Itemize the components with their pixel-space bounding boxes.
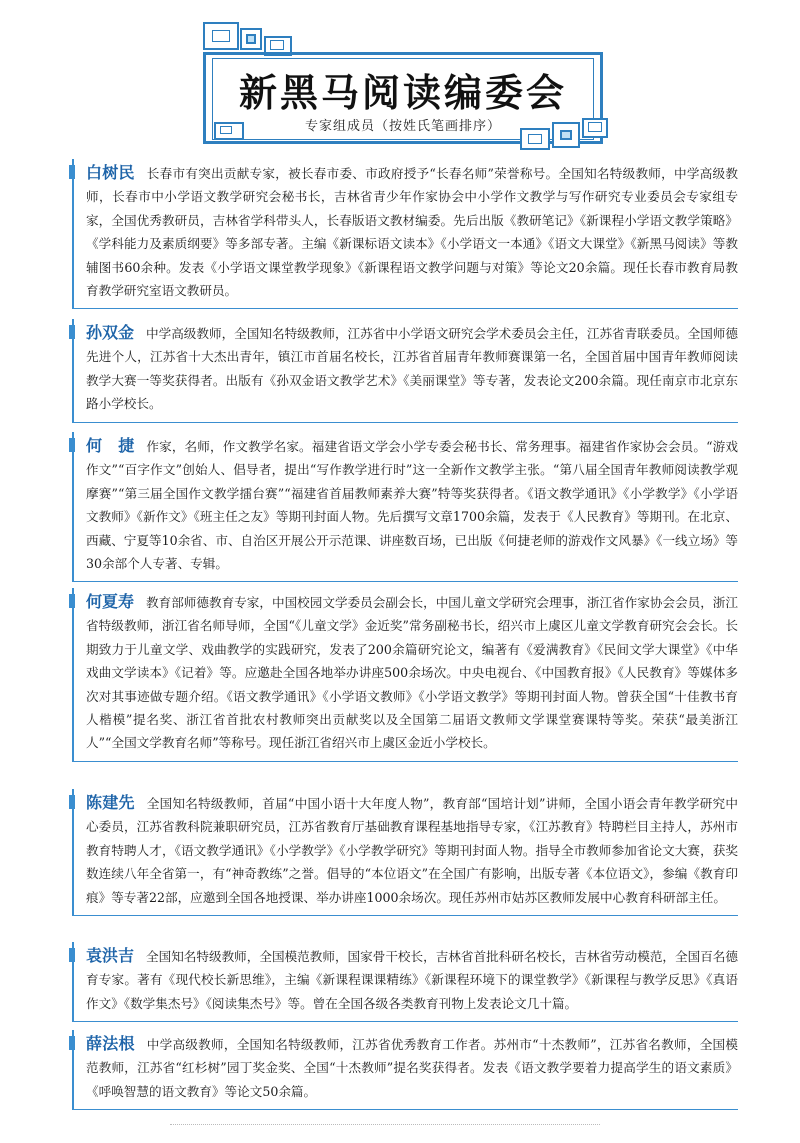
expert-entry xyxy=(72,789,738,916)
expert-paragraph xyxy=(86,791,738,909)
expert-bio: 全国知名特级教师，首届“中国小语十大年度人物”，教育部“国培计划”讲师，全国小语会青年教学研究中心委员，江苏省教科院兼职研究员，江苏省教育厅基础教育课程基地指导专家，《江苏教育》特聘栏目主持人，苏州市教育特聘人才，《语文教学通讯》《小学教学》《小学教学研究》等期刊封面人物。指导全市教师参加省论文大赛，获奖数连续八年全省第一，有“神奇教练”之誉。倡导的“本位语文”在全国广有影响，出版专著《本位语文》，参编《教育印痕》等专著22部，应邀到全国各地授课、举办讲座1000余场次。现任苏州市姑苏区教师发展中心教育科研部主任。 xyxy=(86,796,738,905)
expert-paragraph xyxy=(86,161,738,302)
expert-paragraph xyxy=(86,321,738,416)
decorative-square-icon xyxy=(588,122,602,132)
expert-entry xyxy=(72,319,738,423)
expert-bio: 长春市有突出贡献专家，被长春市委、市政府授予“长春名师”荣誉称号。全国知名特级教师，中学高级教师，长春市中小学语文教学研究会秘书长，吉林省青少年作家协会中小学作文教学与写作研究专业委员会专家组专家，全国优秀教研员，吉林省学科带头人，长春版语文教材编委。先后出版《教研笔记》《新课程小学语文教学策略》《学科能力及素质纲要》等多部专著。主编《新课标语文读本》《小学语文一本通》《语文大课堂》《新黑马阅读》等教辅图书60余种。发表《小学语文课堂教学现象》《新课程语文教学问题与对策》等论文20余篇。现任长春市教育局教育教学研究室语文教研员。 xyxy=(86,166,738,299)
expert-bio: 中学高级教师，全国知名特级教师，江苏省优秀教育工作者。苏州市“十杰教师”，江苏省名教师，全国模范教师，江苏省“红杉树”园丁奖金奖、全国“十杰教师”提名奖获得者。发表《语文教学要着力提高学生的语文素质》《呼唤智慧的语文教育》等论文50余篇。 xyxy=(86,1037,738,1099)
expert-entry xyxy=(72,942,738,1022)
decorative-square-icon xyxy=(270,40,284,50)
expert-entry xyxy=(72,1030,738,1110)
decorative-square-icon xyxy=(560,130,572,140)
expert-name: 袁洪吉 xyxy=(86,946,135,965)
expert-paragraph xyxy=(86,590,738,755)
expert-name: 孙双金 xyxy=(86,323,135,342)
expert-paragraph xyxy=(86,944,738,1015)
expert-paragraph xyxy=(86,1032,738,1103)
expert-entry xyxy=(72,159,738,309)
page-title: 新黑马阅读编委会 xyxy=(238,71,567,115)
decorative-square-icon xyxy=(212,30,230,42)
expert-bio: 全国知名特级教师，全国模范教师，国家骨干校长，吉林省首批科研名校长，吉林省劳动模范，全国百名德育专家。著有《现代校长新思维》，主编《新课程课课精练》《新课程环境下的课堂教学》《新课程与教学反思》《真语作文》《数学集杰号》《阅读集杰号》等。曾在全国各级各类教育刊物上发表论文几十篇。 xyxy=(86,949,738,1011)
bottom-divider xyxy=(170,1124,600,1135)
expert-bio: 中学高级教师，全国知名特级教师，江苏省中小学语文研究会学术委员会主任，江苏省青联委员。全国师德先进个人，江苏省十大杰出青年，镇江市首届名校长，江苏省首届青年教师赛课第一名，全国首届中国青年教师阅读教学大赛一等奖获得者。出版有《孙双金语文教学艺术》《美丽课堂》等专著，发表论文200余篇。现任南京市北京东路小学校长。 xyxy=(86,326,738,412)
page-subtitle: 专家组成员（按姓氏笔画排序） xyxy=(304,119,501,134)
expert-name: 白树民 xyxy=(86,163,135,182)
expert-bio: 作家，名师，作文教学名家。福建省语文学会小学专委会秘书长、常务理事。福建省作家协会会员。“游戏作文”“百字作文”创始人、倡导者，提出“写作教学进行时”这一全新作文教学主张。“第八届全国青年教师阅读教学观摩赛”“第三届全国作文教学擂台赛”“福建省首届教师素养大赛”特等奖获得者。《语文教学通讯》《小学教学》《小学语文教师》《新作文》《班主任之友》等期刊封面人物。先后撰写文章1700余篇，发表于《人民教育》等期刊。在北京、西藏、宁夏等10余省、市、自治区开展公开示范课、讲座数百场，已出版《何捷老师的游戏作文风暴》《一线立场》等30余部个人专著、专辑。 xyxy=(86,439,739,572)
expert-name: 薛法根 xyxy=(86,1034,135,1053)
expert-name: 何夏寿 xyxy=(86,592,135,611)
decorative-square-icon xyxy=(528,134,542,144)
expert-entry xyxy=(72,588,738,762)
expert-bio: 教育部师德教育专家，中国校园文学委员会副会长，中国儿童文学研究会理事，浙江省作家协会会员，浙江省特级教师，浙江省名师导师，全国“《儿童文学》金近奖”常务副秘书长，绍兴市上虞区儿童文学教育研究会会长。长期致力于儿童文学、戏曲教学的实践研究，发表了200余篇研究论文，编著有《爱满教育》《民间文学大课堂》《中华戏曲文学读本》《记着》等。应邀赴全国各地举办讲座500余场次。中央电视台、《中国教育报》《人民教育》等媒体多次对其事迹做专题介绍。《语文教学通讯》《小学语文教师》《小学语文教学》等期刊封面人物。曾获全国“十佳教书育人楷模”提名奖、浙江省首批农村教师突出贡献奖以及全国第二届语文教师文学课堂赛课特等奖。荣获“最美浙江人”“全国文学教育名师”等称号。现任浙江省绍兴市上虞区金近小学校长。 xyxy=(86,595,738,751)
expert-name: 何 捷 xyxy=(86,436,135,455)
expert-paragraph xyxy=(86,434,738,575)
header xyxy=(0,0,800,150)
decorative-square-icon xyxy=(220,126,232,134)
expert-entry xyxy=(72,432,738,582)
expert-name: 陈建先 xyxy=(86,793,135,812)
decorative-square-icon xyxy=(246,34,256,44)
